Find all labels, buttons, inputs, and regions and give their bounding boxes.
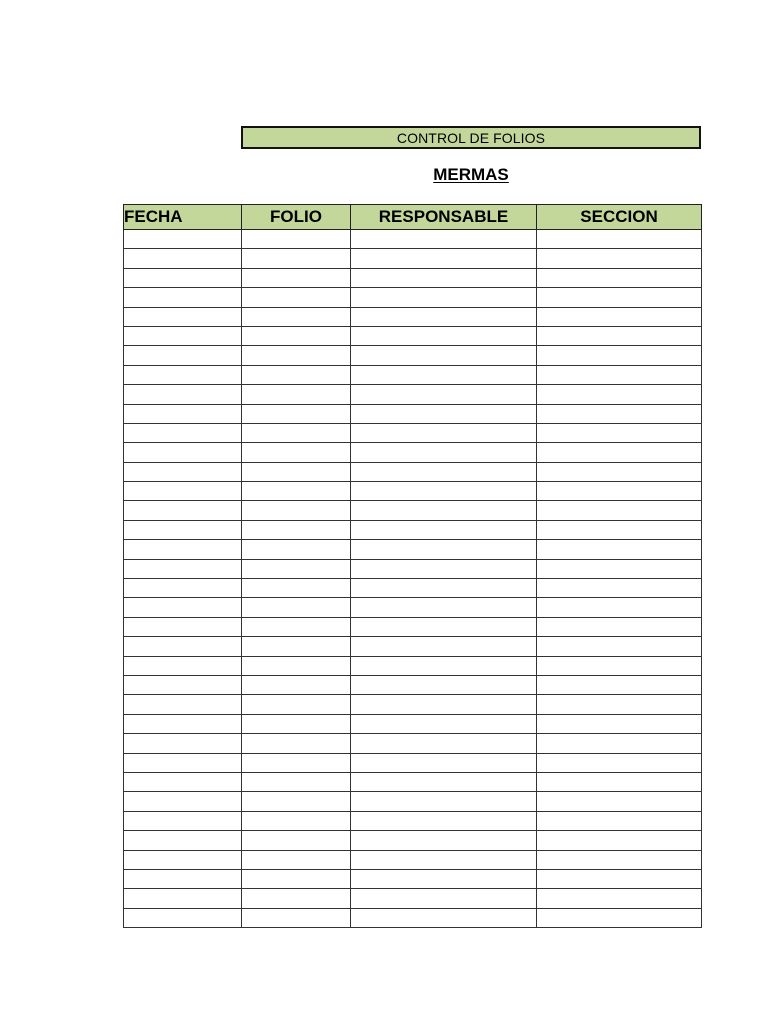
table-row [124,404,702,423]
cell-fecha[interactable] [124,772,242,791]
cell-seccion[interactable] [537,714,702,733]
cell-fecha[interactable] [124,462,242,481]
cell-seccion[interactable] [537,404,702,423]
cell-fecha[interactable] [124,637,242,656]
cell-fecha[interactable] [124,365,242,384]
cell-folio[interactable] [242,695,351,714]
cell-fecha[interactable] [124,520,242,539]
cell-responsable[interactable] [351,482,537,501]
table-row [124,230,702,249]
cell-fecha[interactable] [124,889,242,908]
table-row [124,753,702,772]
cell-responsable[interactable] [351,656,537,675]
table-row [124,734,702,753]
table-row [124,579,702,598]
cell-responsable[interactable] [351,714,537,733]
table-row [124,675,702,694]
cell-fecha[interactable] [124,869,242,888]
cell-folio[interactable] [242,520,351,539]
cell-responsable[interactable] [351,792,537,811]
cell-seccion[interactable] [537,268,702,287]
table-body [124,230,702,928]
cell-responsable[interactable] [351,598,537,617]
cell-seccion[interactable] [537,811,702,830]
cell-fecha[interactable] [124,501,242,520]
cell-folio[interactable] [242,365,351,384]
cell-seccion[interactable] [537,695,702,714]
cell-folio[interactable] [242,579,351,598]
table-row [124,501,702,520]
cell-responsable[interactable] [351,404,537,423]
cell-responsable[interactable] [351,540,537,559]
cell-responsable[interactable] [351,462,537,481]
table-row [124,889,702,908]
cell-folio[interactable] [242,404,351,423]
cell-fecha[interactable] [124,307,242,326]
mermas-subtitle: MERMAS [433,165,509,184]
cell-seccion[interactable] [537,423,702,442]
table-row [124,656,702,675]
cell-fecha[interactable] [124,656,242,675]
cell-fecha[interactable] [124,811,242,830]
cell-seccion[interactable] [537,346,702,365]
cell-fecha[interactable] [124,540,242,559]
cell-folio[interactable] [242,869,351,888]
table-row [124,326,702,345]
cell-folio[interactable] [242,908,351,927]
cell-fecha[interactable] [124,792,242,811]
cell-fecha[interactable] [124,482,242,501]
cell-seccion[interactable] [537,656,702,675]
cell-seccion[interactable] [537,598,702,617]
cell-seccion[interactable] [537,559,702,578]
cell-fecha[interactable] [124,249,242,268]
cell-responsable[interactable] [351,501,537,520]
cell-fecha[interactable] [124,908,242,927]
cell-seccion[interactable] [537,307,702,326]
cell-folio[interactable] [242,423,351,442]
cell-fecha[interactable] [124,831,242,850]
table-row [124,598,702,617]
cell-responsable[interactable] [351,288,537,307]
cell-responsable[interactable] [351,734,537,753]
cell-fecha[interactable] [124,617,242,636]
table-row [124,908,702,927]
cell-folio[interactable] [242,734,351,753]
table-row [124,268,702,287]
table-row [124,443,702,462]
cell-responsable[interactable] [351,579,537,598]
table-row [124,423,702,442]
cell-seccion[interactable] [537,249,702,268]
cell-seccion[interactable] [537,385,702,404]
cell-seccion[interactable] [537,462,702,481]
cell-folio[interactable] [242,831,351,850]
cell-folio[interactable] [242,462,351,481]
cell-fecha[interactable] [124,288,242,307]
cell-responsable[interactable] [351,443,537,462]
cell-fecha[interactable] [124,230,242,249]
cell-seccion[interactable] [537,482,702,501]
cell-folio[interactable] [242,792,351,811]
table-row [124,540,702,559]
cell-responsable[interactable] [351,675,537,694]
cell-seccion[interactable] [537,579,702,598]
cell-responsable[interactable] [351,230,537,249]
table-row [124,831,702,850]
cell-seccion[interactable] [537,637,702,656]
cell-folio[interactable] [242,559,351,578]
cell-responsable[interactable] [351,346,537,365]
cell-folio[interactable] [242,656,351,675]
cell-fecha[interactable] [124,346,242,365]
cell-seccion[interactable] [537,869,702,888]
cell-responsable[interactable] [351,889,537,908]
cell-responsable[interactable] [351,637,537,656]
cell-fecha[interactable] [124,850,242,869]
cell-folio[interactable] [242,811,351,830]
table-row [124,850,702,869]
cell-responsable[interactable] [351,326,537,345]
cell-seccion[interactable] [537,617,702,636]
cell-fecha[interactable] [124,404,242,423]
cell-folio[interactable] [242,540,351,559]
table-row [124,792,702,811]
cell-responsable[interactable] [351,520,537,539]
title-text: CONTROL DE FOLIOS [396,129,546,146]
control-de-folios-title [241,126,701,149]
folios-table [123,204,702,928]
cell-fecha[interactable] [124,598,242,617]
cell-seccion[interactable] [537,288,702,307]
cell-fecha[interactable] [124,579,242,598]
cell-folio[interactable] [242,288,351,307]
cell-fecha[interactable] [124,326,242,345]
cell-folio[interactable] [242,501,351,520]
cell-fecha[interactable] [124,268,242,287]
cell-folio[interactable] [242,772,351,791]
cell-seccion[interactable] [537,753,702,772]
cell-responsable[interactable] [351,617,537,636]
column-header-seccion: SECCION [537,205,702,230]
cell-folio[interactable] [242,307,351,326]
table-row [124,637,702,656]
cell-seccion[interactable] [537,520,702,539]
cell-responsable[interactable] [351,695,537,714]
cell-responsable[interactable] [351,249,537,268]
table-row [124,772,702,791]
cell-fecha[interactable] [124,753,242,772]
cell-fecha[interactable] [124,423,242,442]
cell-responsable[interactable] [351,423,537,442]
cell-seccion[interactable] [537,230,702,249]
cell-seccion[interactable] [537,540,702,559]
cell-seccion[interactable] [537,501,702,520]
table-row [124,346,702,365]
cell-responsable[interactable] [351,559,537,578]
table-row [124,714,702,733]
cell-responsable[interactable] [351,811,537,830]
cell-responsable[interactable] [351,850,537,869]
cell-seccion[interactable] [537,326,702,345]
cell-responsable[interactable] [351,365,537,384]
cell-responsable[interactable] [351,772,537,791]
cell-fecha[interactable] [124,675,242,694]
cell-fecha[interactable] [124,695,242,714]
table-row [124,811,702,830]
cell-seccion[interactable] [537,443,702,462]
cell-folio[interactable] [242,326,351,345]
cell-folio[interactable] [242,268,351,287]
cell-responsable[interactable] [351,831,537,850]
cell-seccion[interactable] [537,772,702,791]
cell-fecha[interactable] [124,559,242,578]
cell-folio[interactable] [242,753,351,772]
cell-responsable[interactable] [351,869,537,888]
cell-folio[interactable] [242,598,351,617]
column-header-folio: FOLIO [242,205,351,230]
table-row [124,695,702,714]
table-row [124,559,702,578]
table-row [124,385,702,404]
cell-folio[interactable] [242,482,351,501]
cell-folio[interactable] [242,889,351,908]
table-row [124,869,702,888]
table-row [124,249,702,268]
cell-seccion[interactable] [537,365,702,384]
cell-seccion[interactable] [537,850,702,869]
table-header-row [124,205,702,230]
cell-seccion[interactable] [537,908,702,927]
cell-responsable[interactable] [351,753,537,772]
cell-folio[interactable] [242,850,351,869]
cell-folio[interactable] [242,617,351,636]
cell-folio[interactable] [242,346,351,365]
cell-folio[interactable] [242,637,351,656]
cell-seccion[interactable] [537,792,702,811]
cell-folio[interactable] [242,385,351,404]
cell-fecha[interactable] [124,443,242,462]
cell-folio[interactable] [242,443,351,462]
cell-fecha[interactable] [124,734,242,753]
cell-seccion[interactable] [537,675,702,694]
cell-seccion[interactable] [537,734,702,753]
cell-responsable[interactable] [351,268,537,287]
table-row [124,307,702,326]
cell-folio[interactable] [242,230,351,249]
table-row [124,288,702,307]
column-header-fecha: FECHA [124,205,242,230]
cell-responsable[interactable] [351,385,537,404]
table-row [124,617,702,636]
table-row [124,462,702,481]
cell-seccion[interactable] [537,889,702,908]
table-row [124,520,702,539]
cell-responsable[interactable] [351,908,537,927]
cell-fecha[interactable] [124,385,242,404]
cell-responsable[interactable] [351,307,537,326]
cell-fecha[interactable] [124,714,242,733]
cell-seccion[interactable] [537,831,702,850]
cell-folio[interactable] [242,249,351,268]
table-row [124,482,702,501]
cell-folio[interactable] [242,675,351,694]
table-row [124,365,702,384]
column-header-responsable: RESPONSABLE [351,205,537,230]
cell-folio[interactable] [242,714,351,733]
